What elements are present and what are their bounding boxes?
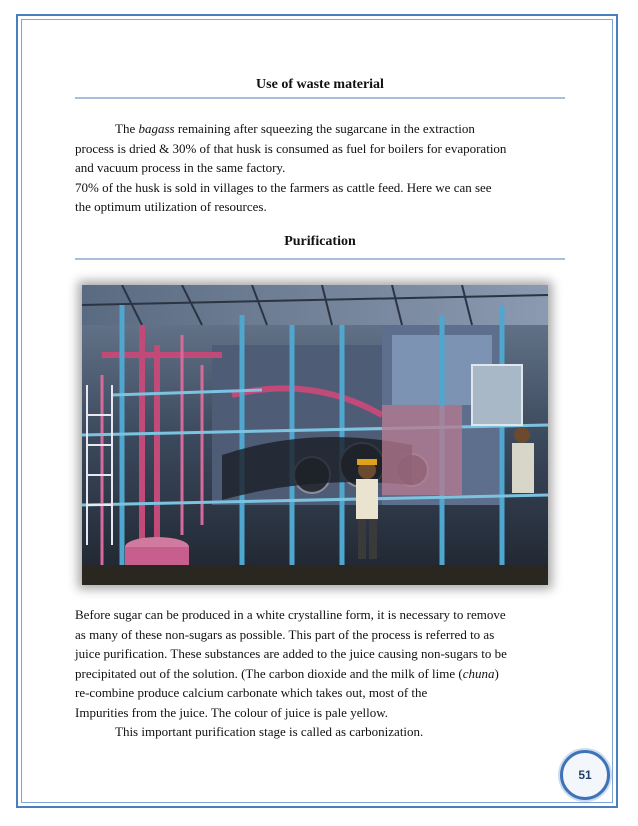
page-number-badge bbox=[560, 750, 610, 800]
heading-underline bbox=[75, 97, 565, 99]
text-line: Impurities from the juice. The colour of juice is pale yellow. bbox=[75, 704, 388, 720]
page-number: 51 bbox=[578, 768, 592, 782]
section-heading-waste: Use of waste material bbox=[256, 77, 384, 92]
heading-underline bbox=[75, 258, 565, 260]
text-line: juice purification. These substances are added to the juice causing non-sugars to be bbox=[75, 646, 507, 661]
text-line: as many of these non-sugars as possible. This part of the process is referred to as bbox=[75, 626, 495, 642]
text-line: and vacuum process in the same factory. bbox=[75, 160, 286, 175]
paragraph-waste bbox=[75, 119, 567, 217]
text-line: 70% of the husk is sold in villages to the farmers as cattle feed. Here we can see bbox=[75, 179, 492, 195]
text-line: the optimum utilization of resources. bbox=[75, 199, 267, 214]
section-heading-purification: Purification bbox=[284, 234, 356, 249]
paragraph-purification bbox=[75, 605, 567, 742]
text-line: Before sugar can be produced in a white crystalline form, it is necessary to remove bbox=[75, 607, 506, 622]
text-line: re-combine produce calcium carbonate which takes out, most of the bbox=[75, 685, 428, 700]
factory-photo bbox=[82, 285, 548, 585]
text-line: process is dried & 30% of that husk is consumed as fuel for boilers for evaporation bbox=[75, 140, 507, 156]
text-line: The bagass remaining after squeezing the sugarcane in the extraction bbox=[115, 121, 475, 136]
text-line: precipitated out of the solution. (The carbon dioxide and the milk of lime (chuna) bbox=[75, 665, 499, 681]
text-line: This important purification stage is called as carbonization. bbox=[115, 724, 424, 739]
